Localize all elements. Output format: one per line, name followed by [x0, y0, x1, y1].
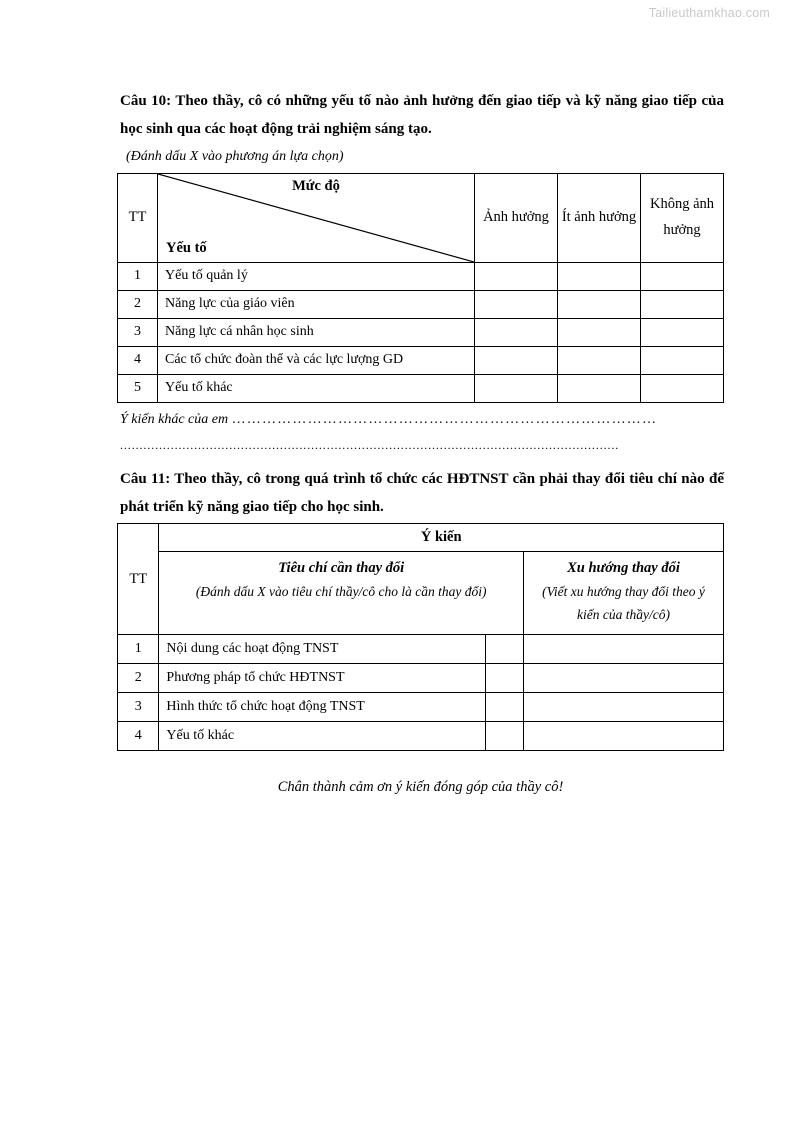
other-opinion-label: Ý kiến khác của em: [120, 411, 229, 427]
table-row: [118, 721, 724, 750]
checkbox-cell-it-anh-huong[interactable]: [558, 318, 641, 346]
checkbox-cell-mark[interactable]: [485, 692, 523, 721]
header-muc-do: Mức độ: [292, 177, 340, 194]
header-tt: TT: [118, 524, 159, 635]
checkbox-cell-anh-huong[interactable]: [475, 346, 558, 374]
header-rating-3: Không ảnh hưởng: [641, 173, 724, 262]
table-header-row-group: [118, 524, 724, 552]
question-10-instruction: (Đánh dấu X vào phương án lựa chọn): [126, 148, 344, 164]
header-tt: TT: [118, 173, 158, 262]
input-cell-trend[interactable]: [523, 634, 723, 663]
table-row: [118, 663, 724, 692]
checkbox-cell-khong-anh-huong[interactable]: [641, 318, 724, 346]
closing-thanks: Chân thành cảm ơn ý kiến đóng góp của thầy cô!: [277, 778, 564, 795]
row-number: 2: [118, 663, 159, 692]
table-row: [118, 692, 724, 721]
checkbox-cell-it-anh-huong[interactable]: [558, 290, 641, 318]
table-row: [118, 318, 724, 346]
checkbox-cell-mark[interactable]: [485, 634, 523, 663]
header-tieu-chi-note: (Đánh dấu X vào tiêu chí thầy/cô cho là cần thay đổi): [195, 584, 487, 600]
other-opinion-line: [120, 409, 724, 430]
question-11-heading: Câu 11: Theo thầy, cô trong quá trình tổ chức các HĐTNST cần phải thay đổi tiêu chí nào để phát triển kỹ năng giao tiếp cho học sinh.: [120, 470, 724, 515]
checkbox-cell-anh-huong[interactable]: [475, 318, 558, 346]
row-criterion: Nội dung các hoạt động TNST: [159, 634, 485, 663]
question-10-heading: Câu 10: Theo thầy, cô có những yếu tố nào ảnh hưởng đến giao tiếp và kỹ năng giao tiếp của học sinh qua các hoạt động trải nghiệm sáng tạo.: [120, 93, 724, 137]
header-tieu-chi-title: Tiêu chí cần thay đổi: [278, 560, 405, 577]
watermark: Tailieuthamkhao.com: [648, 6, 770, 20]
header-diagonal-cell: [158, 173, 475, 262]
header-yeu-to: Yếu tố: [166, 239, 207, 256]
header-xu-huong: [523, 552, 723, 635]
row-criterion: Yếu tố khác: [159, 721, 485, 750]
header-tieu-chi: [159, 552, 524, 635]
row-factor: Các tổ chức đoàn thể và các lực lượng GD: [158, 346, 475, 374]
row-number: 2: [118, 290, 158, 318]
row-factor: Yếu tố quản lý: [158, 262, 475, 290]
question-10-table: [117, 173, 724, 403]
checkbox-cell-it-anh-huong[interactable]: [558, 346, 641, 374]
header-xu-huong-note: (Viết xu hướng thay đổi theo ý kiến của thầy/cô): [542, 584, 705, 622]
row-number: 4: [118, 721, 159, 750]
header-rating-2: Ít ảnh hưởng: [558, 173, 641, 262]
checkbox-cell-mark[interactable]: [485, 721, 523, 750]
row-criterion: Phương pháp tổ chức HĐTNST: [159, 663, 485, 692]
checkbox-cell-anh-huong[interactable]: [475, 290, 558, 318]
checkbox-cell-it-anh-huong[interactable]: [558, 262, 641, 290]
checkbox-cell-mark[interactable]: [485, 663, 523, 692]
checkbox-cell-it-anh-huong[interactable]: [558, 374, 641, 402]
checkbox-cell-khong-anh-huong[interactable]: [641, 262, 724, 290]
row-factor: Năng lực của giáo viên: [158, 290, 475, 318]
blank-answer-line[interactable]: ................................................................................................................................: [120, 437, 620, 452]
table-row: [118, 346, 724, 374]
header-xu-huong-title: Xu hướng thay đổi: [567, 560, 680, 577]
question-11-table: [117, 523, 724, 751]
table-row: [118, 262, 724, 290]
checkbox-cell-anh-huong[interactable]: [475, 374, 558, 402]
header-rating-1: Ảnh hưởng: [475, 173, 558, 262]
input-cell-trend[interactable]: [523, 663, 723, 692]
row-factor: Năng lực cá nhân học sinh: [158, 318, 475, 346]
row-criterion: Hình thức tổ chức hoạt động TNST: [159, 692, 485, 721]
row-number: 3: [118, 318, 158, 346]
checkbox-cell-khong-anh-huong[interactable]: [641, 346, 724, 374]
table-row: [118, 290, 724, 318]
input-cell-trend[interactable]: [523, 721, 723, 750]
header-y-kien: Ý kiến: [159, 524, 724, 552]
row-number: 5: [118, 374, 158, 402]
table-row: [118, 634, 724, 663]
row-number: 1: [118, 634, 159, 663]
checkbox-cell-khong-anh-huong[interactable]: [641, 374, 724, 402]
row-number: 3: [118, 692, 159, 721]
input-cell-trend[interactable]: [523, 692, 723, 721]
checkbox-cell-khong-anh-huong[interactable]: [641, 290, 724, 318]
table-row: [118, 374, 724, 402]
row-factor: Yếu tố khác: [158, 374, 475, 402]
row-number: 4: [118, 346, 158, 374]
row-number: 1: [118, 262, 158, 290]
table-header-row-sub: [118, 552, 724, 635]
checkbox-cell-anh-huong[interactable]: [475, 262, 558, 290]
table-header-row: [118, 173, 724, 262]
other-opinion-dots[interactable]: …………………………………………………………………………: [231, 411, 658, 427]
